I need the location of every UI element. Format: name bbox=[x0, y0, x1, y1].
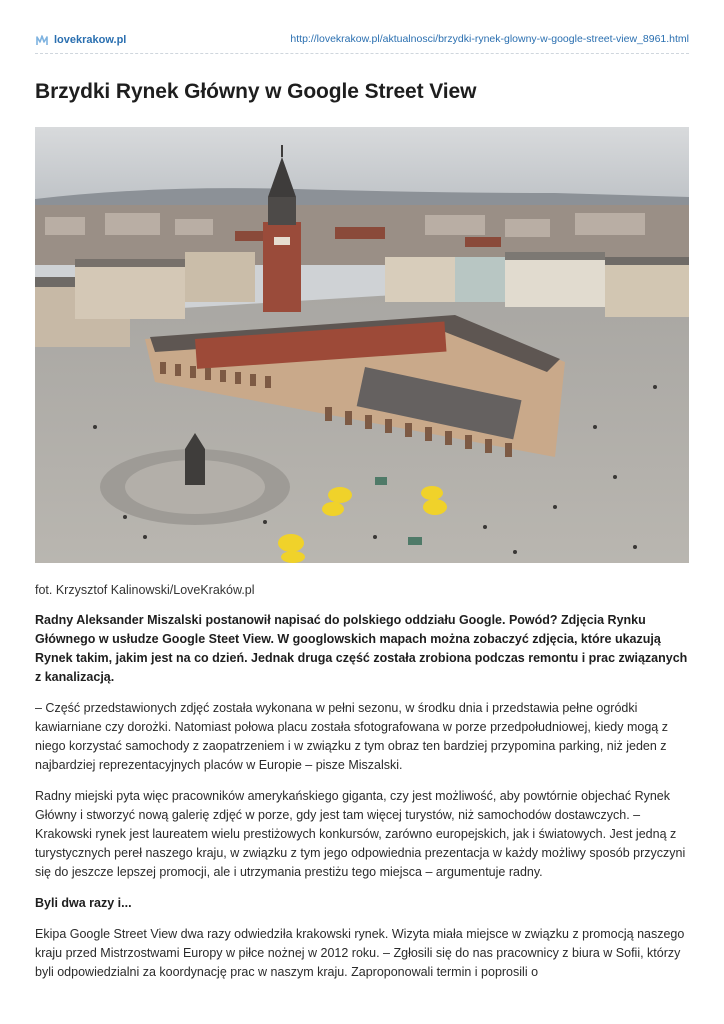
article-subheading: Byli dwa razy i... bbox=[35, 896, 132, 910]
lovekrakow-logo-icon bbox=[35, 33, 49, 47]
article-paragraph-2: Radny miejski pyta więc pracowników amerykańskiego giganta, czy jest możliwość, aby powtórnie objechać Rynek Główny i stworzyć nową galerię zdjęć w porze, gdy jest tam więcej turystów, niż samochodów dostawczych. – Krakowski rynek jest laureatem wielu prestiżowych konkursów, zarówno europejskich, jak i światowych. Jest jedną z turystycznych pereł naszego kraju, w związku z tym jego odpowiednia prezentacja w każdy możliwy sposób przyczyni się do jeszcze lepszej promocji, ale i utrzymania prestiżu tego miejsca – argumentuje radny. bbox=[35, 789, 686, 879]
article-body bbox=[35, 611, 690, 994]
article-paragraph-1: – Część przedstawionych zdjęć została wykonana w pełni sezonu, w środku dnia i przedstawia pełne ogródki kawiarniane czy dorożki. Natomiast połowa placu została sfotografowana w porze przedpołudniowej, kiedy mogą z niego korzystać samochody z zaopatrzeniem i w związku z tym obraz ten bardziej przypomina parking, niż jeden z najbardziej reprezentacyjnych placów w Europie – pisze Miszalski. bbox=[35, 701, 668, 772]
source-url-link[interactable]: http://lovekrakow.pl/aktualnosci/brzydki-rynek-glowny-w-google-street-view_8961.html bbox=[290, 33, 689, 45]
article-title: Brzydki Rynek Główny w Google Street View bbox=[35, 80, 477, 103]
article-paragraph-3: Ekipa Google Street View dwa razy odwiedziła krakowski rynek. Wizyta miała miejsce w związku z promocją naszego kraju przed Mistrzostwami Europy w piłce nożnej w 2012 roku. – Zgłosili się do nas pracownicy z biura w Sofii, którzy byli odpowiedzialni za koordynację prac w naszym kraju. Zaproponowali termin i poprosili o bbox=[35, 927, 685, 979]
photo-caption: fot. Krzysztof Kalinowski/LoveKraków.pl bbox=[35, 583, 255, 597]
market-square-photo bbox=[35, 127, 689, 563]
article-lead: Radny Aleksander Miszalski postanowił napisać do polskiego oddziału Google. Powód? Zdjęcia Rynku Głównego w usłudze Google Steet View. W googlowskich mapach można zobaczyć zdjęcia, które ukazują Rynek takim, jakim jest na co dzień. Jednak druga część została zrobiona podczas remontu i prac związanych z kanalizacją. bbox=[35, 613, 688, 684]
site-name[interactable]: lovekrakow.pl bbox=[54, 34, 127, 46]
aerial-photo-illustration bbox=[35, 127, 689, 563]
site-brand[interactable] bbox=[35, 33, 126, 47]
page-header bbox=[35, 33, 689, 54]
